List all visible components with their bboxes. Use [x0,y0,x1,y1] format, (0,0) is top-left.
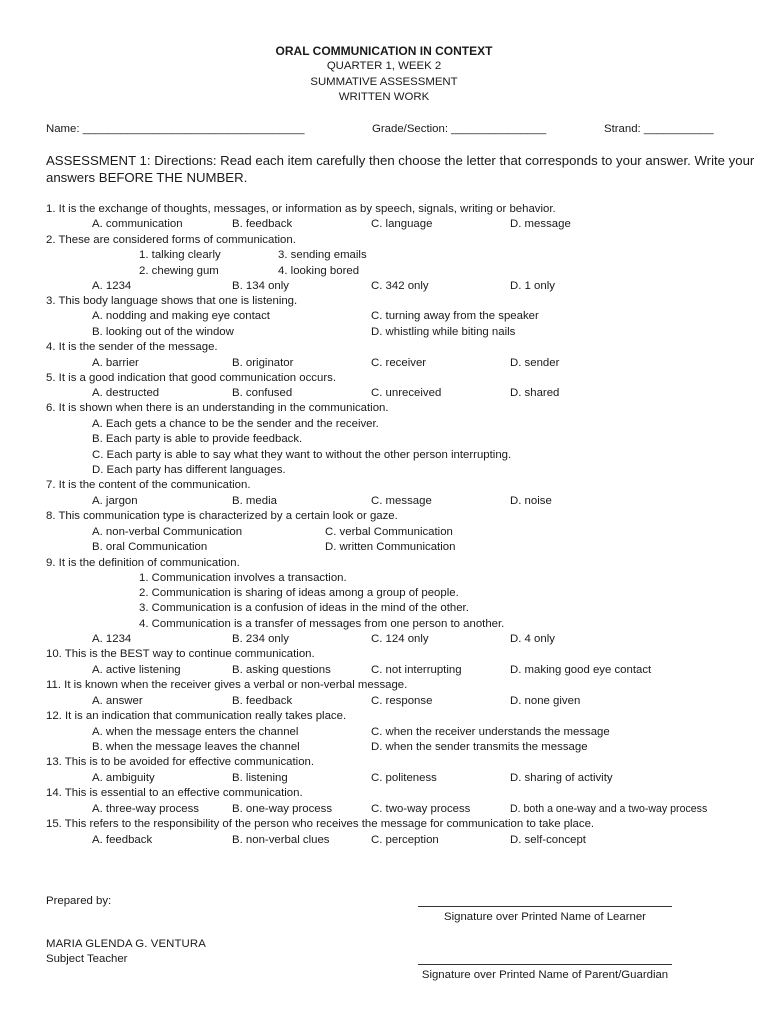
sub-item: 3. sending emails [278,249,367,261]
question-text: 8. This communication type is characterized by a certain look or gaze. [46,510,398,522]
choice-c: C. 342 only [371,280,429,292]
choice-b: B. media [232,495,277,507]
sub-item: 2. chewing gum [139,265,219,277]
question-text: 10. This is the BEST way to continue communication. [46,648,315,660]
choice-d: D. both a one-way and a two-way process [510,803,708,815]
choice-b: B. 234 only [232,633,289,645]
assessment-type: SUMMATIVE ASSESSMENT [310,76,458,88]
work-type: WRITTEN WORK [338,91,430,103]
assessment-label: ASSESSMENT 1: [46,153,151,168]
choice-d: D. Each party has different languages. [92,464,286,476]
grade-section-field: Grade/Section: _______________ [372,123,547,135]
sub-item: 1. Communication involves a transaction. [139,572,347,584]
question-text: 11. It is known when the receiver gives a verbal or non-verbal message. [46,679,408,691]
question-text: 12. It is an indication that communication really takes place. [46,710,347,722]
choice-c: C. language [371,218,433,230]
learner-signature-caption: Signature over Printed Name of Learner [444,911,646,923]
quarter-label: QUARTER 1, WEEK 2 [326,60,442,72]
question-text: 5. It is a good indication that good communication occurs. [46,372,336,384]
choice-d: D. when the sender transmits the message [371,741,588,753]
choice-a: A. active listening [92,664,181,676]
choice-a: A. ambiguity [92,772,155,784]
directions-line-1 [46,152,754,169]
strand-field: Strand: ___________ [604,123,714,135]
choice-d: D. noise [510,495,552,507]
sub-item: 3. Communication is a confusion of ideas in the mind of the other. [139,602,469,614]
choice-a: A. nodding and making eye contact [92,310,270,322]
choice-c: C. not interrupting [371,664,462,676]
choice-c: C. unreceived [371,387,442,399]
question-text: 4. It is the sender of the message. [46,341,218,353]
sub-item: 1. talking clearly [139,249,221,261]
directions-line-2: answers BEFORE THE NUMBER. [46,170,248,185]
choice-b: B. looking out of the window [92,326,234,338]
question-text: 3. This body language shows that one is listening. [46,295,298,307]
question-text: 14. This is essential to an effective communication. [46,787,303,799]
choice-c: C. 124 only [371,633,429,645]
sub-item: 4. looking bored [278,265,360,277]
choice-c: C. Each party is able to say what they want to without the other person interrupting. [92,449,512,461]
question-text: 6. It is shown when there is an understanding in the communication. [46,402,389,414]
choice-c: C. when the receiver understands the message [371,726,610,738]
choice-d: D. 4 only [510,633,555,645]
choice-c: C. perception [371,834,439,846]
choice-c: C. message [371,495,432,507]
choice-a: A. non-verbal Communication [92,526,243,538]
choice-d: D. none given [510,695,581,707]
choice-b: B. oral Communication [92,541,208,553]
choice-c: C. turning away from the speaker [371,310,539,322]
choice-c: C. politeness [371,772,437,784]
choice-a: A. answer [92,695,143,707]
name-field: Name: ___________________________________ [46,123,305,135]
choice-d: D. sharing of activity [510,772,613,784]
question-text: 15. This refers to the responsibility of the person who receives the message for communication to take place. [46,818,595,830]
choice-b: B. feedback [232,218,293,230]
choice-a: A. feedback [92,834,153,846]
question-text: 9. It is the definition of communication. [46,557,240,569]
prepared-by-label: Prepared by: [46,895,112,907]
choice-c: C. response [371,695,433,707]
choice-b: B. feedback [232,695,293,707]
question-text: 2. These are considered forms of communication. [46,234,296,246]
choice-d: D. sender [510,357,560,369]
choice-b: B. one-way process [232,803,333,815]
parent-signature-line [418,964,672,965]
choice-d: D. 1 only [510,280,555,292]
choice-a: A. communication [92,218,183,230]
choice-d: D. whistling while biting nails [371,326,516,338]
choice-d: D. shared [510,387,560,399]
choice-b: B. 134 only [232,280,289,292]
choice-b: B. confused [232,387,293,399]
sub-item: 2. Communication is sharing of ideas among a group of people. [139,587,459,599]
question-text: 1. It is the exchange of thoughts, messages, or information as by speech, signals, writing or behavior. [46,203,556,215]
parent-signature-caption: Signature over Printed Name of Parent/Guardian [421,969,669,981]
choice-b: B. originator [232,357,294,369]
question-text: 13. This is to be avoided for effective communication. [46,756,315,768]
choice-a: A. destructed [92,387,160,399]
learner-signature-line [418,906,672,907]
choice-a: A. three-way process [92,803,199,815]
choice-c: C. receiver [371,357,427,369]
choice-b: B. asking questions [232,664,331,676]
choice-a: A. Each gets a chance to be the sender and the receiver. [92,418,379,430]
question-text: 7. It is the content of the communication. [46,479,251,491]
choice-d: D. self-concept [510,834,586,846]
choice-b: B. non-verbal clues [232,834,330,846]
choice-b: B. Each party is able to provide feedback. [92,433,303,445]
document-title: ORAL COMMUNICATION IN CONTEXT [275,44,493,58]
choice-d: D. message [510,218,571,230]
teacher-role: Subject Teacher [46,953,128,965]
sub-item: 4. Communication is a transfer of messages from one person to another. [139,618,505,630]
choice-a: A. 1234 [92,280,132,292]
choice-b: B. listening [232,772,288,784]
choice-a: A. jargon [92,495,138,507]
choice-c: C. verbal Communication [325,526,453,538]
choice-a: A. 1234 [92,633,132,645]
choice-c: C. two-way process [371,803,471,815]
teacher-name: MARIA GLENDA G. VENTURA [46,938,206,950]
choice-a: A. barrier [92,357,139,369]
choice-d: D. written Communication [325,541,456,553]
choice-a: A. when the message enters the channel [92,726,299,738]
choice-b: B. when the message leaves the channel [92,741,300,753]
choice-d: D. making good eye contact [510,664,652,676]
directions-text: Directions: Read each item carefully then choose the letter that corresponds to your answer. Write your [150,153,755,168]
